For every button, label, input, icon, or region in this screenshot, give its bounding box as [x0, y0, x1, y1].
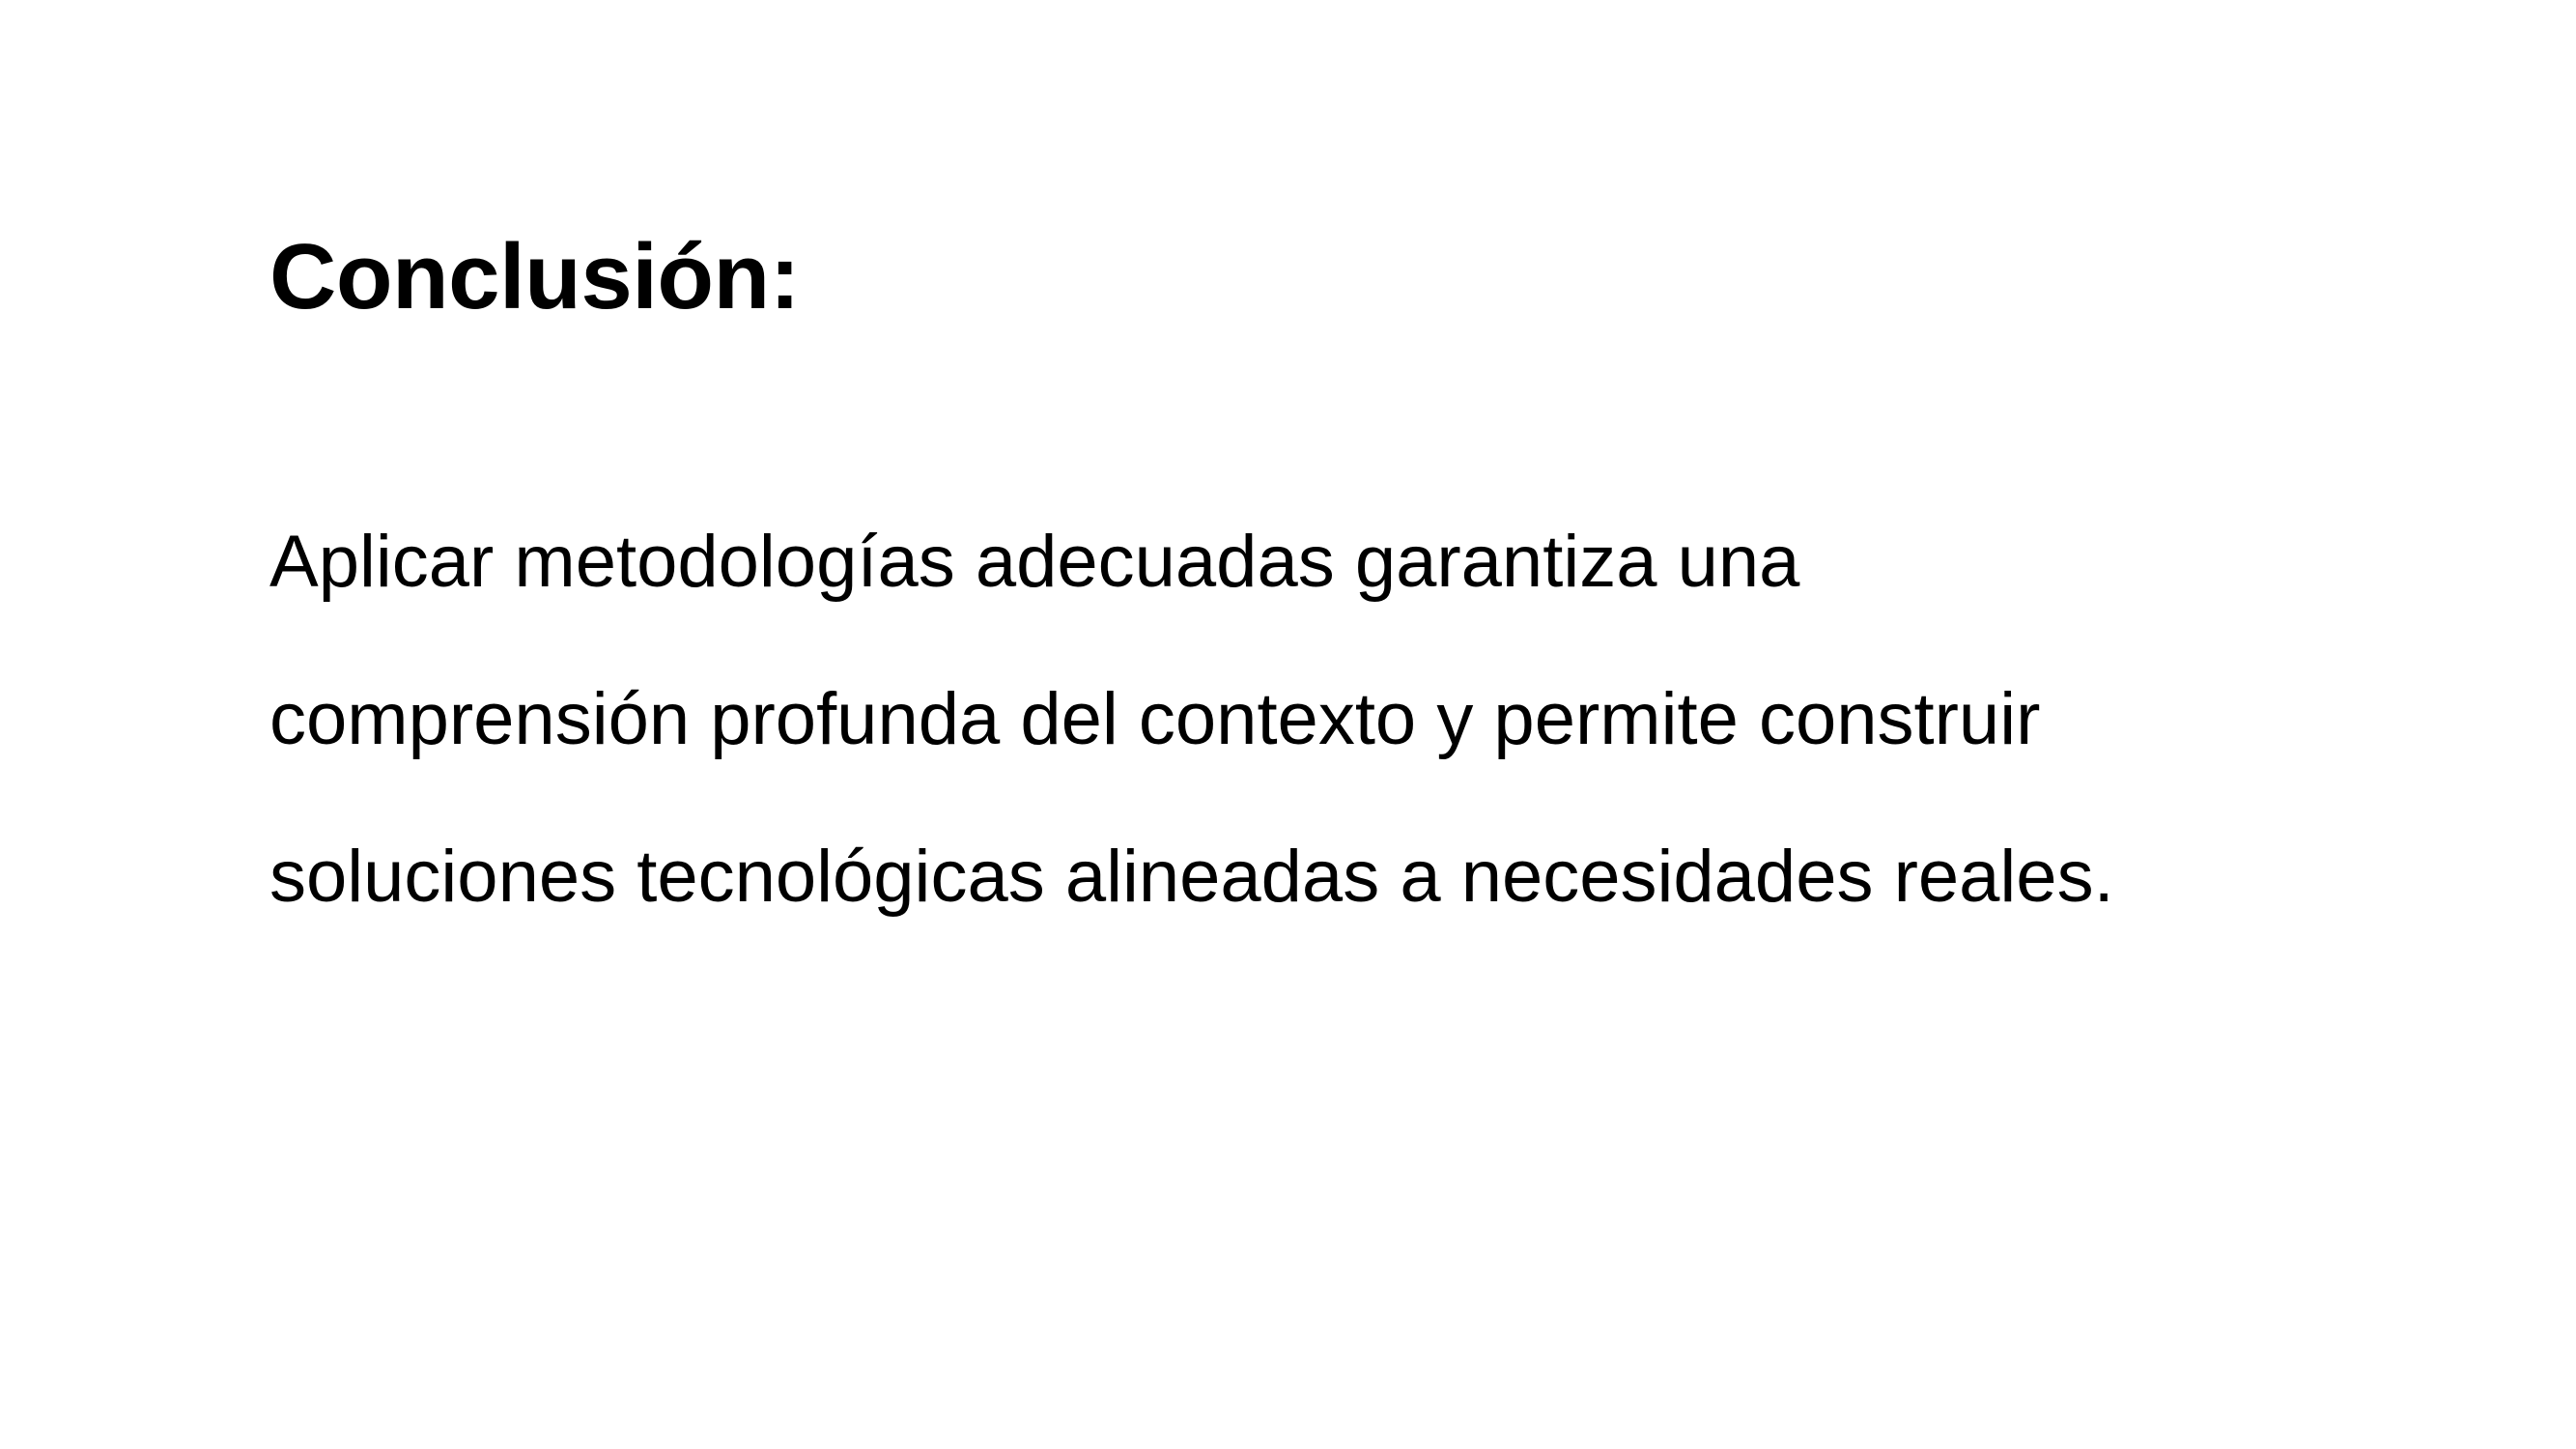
body-line-3: soluciones tecnológicas alineadas a necesidades reales.: [269, 836, 2114, 918]
body-line-1: Aplicar metodologías adecuadas garantiza una: [269, 521, 1800, 603]
slide-body: [269, 483, 2394, 955]
slide-title: Conclusión:: [269, 225, 801, 328]
body-line-2: comprensión profunda del contexto y permite construir: [269, 678, 2041, 760]
